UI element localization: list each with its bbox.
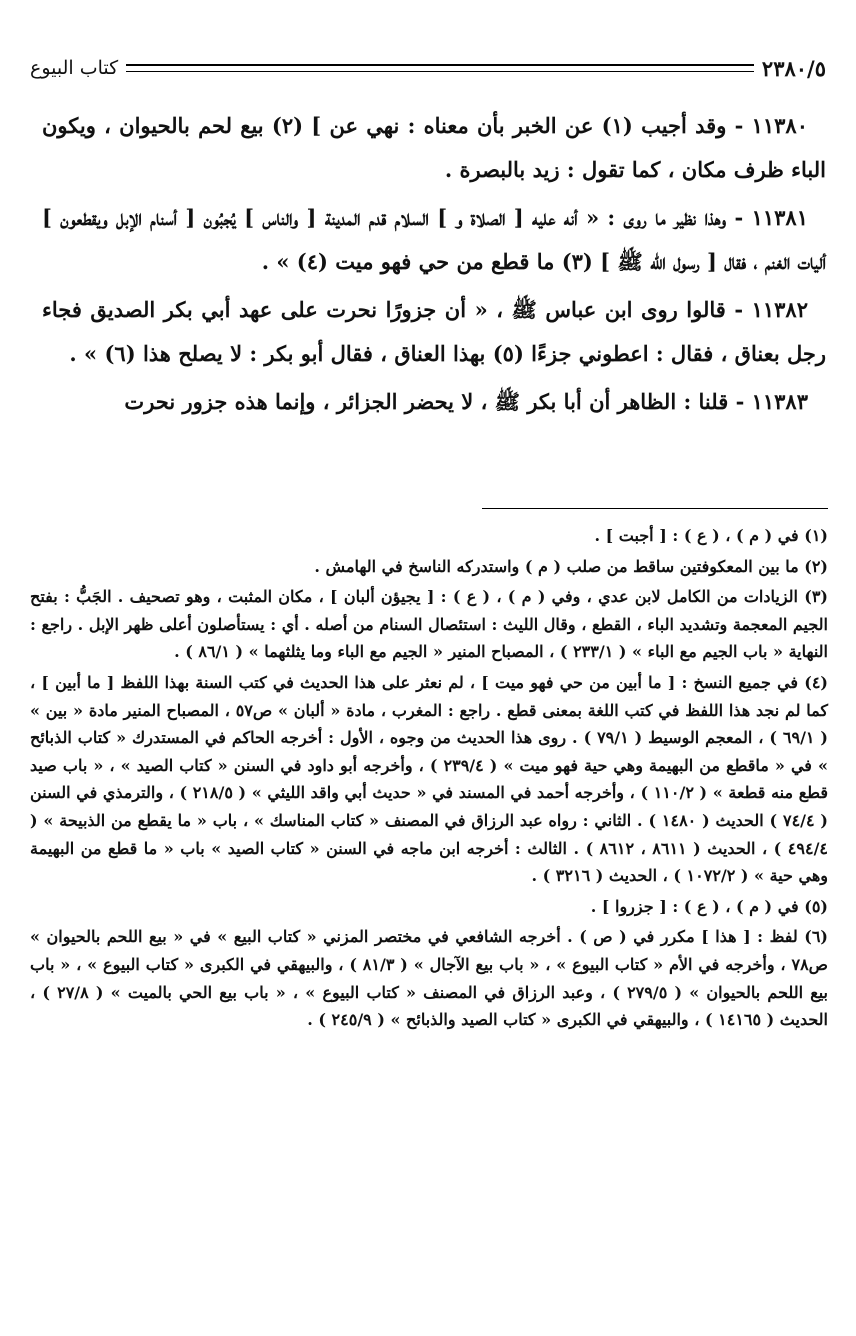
footnote-6: (٦) لفظ : [ هذا ] مكرر في ( ص ) . أخرجه الشافعي في مختصر المزني « كتاب البيع » في « بيع اللحم بالحيوان » ص٧٨ ، وأخرجه في الأم « كتاب البيوع » ، « باب بيع الآجال » ( ٨١/٣ ) ، والبيهقي في الكبرى « كتاب البيوع » ، « باب بيع اللحم بالحيوان » ( ٢٧٩/٥ ) ، وعبد الرزاق في المصنف « كتاب البيوع » ، « باب بيع الحي بالميت » ( ٢٧/٨ ) ، الحديث ( ١٤١٦٥ ) ، والبيهقي في الكبرى « كتاب الصيد والذبائح » ( ٢٤٥/٩ ) . <box>30 927 828 1030</box>
main-text <box>42 104 826 428</box>
footnote-1: (١) في ( م ) ، ( ع ) : [ أجبت ] . <box>594 526 828 545</box>
paragraph-11382: ١١٣٨٢ - قالوا روى ابن عباس ﷺ ، « أن جزورًا نحرت على عهد أبي بكر الصديق فجاء رجل بعناق ، فقال : اعطوني جزءًا (٥) بهذا العناق ، فقال أبو بكر : لا يصلح هذا (٦) » . <box>42 297 826 366</box>
paragraph-11381: ١١٣٨١ - وهذا نظير ما روى : « أنه عليه [ الصلاة و ] السلام قدم المدينة [ والناس ] يُجبُون [ أسنام الإبل ويقطعون ] أليات الغنم ، فقال [ رسول الله ﷺ ] (٣) ما قطع من حي فهو ميت (٤) » . <box>42 205 826 274</box>
paragraph-11380: ١١٣٨٠ - وقد أجيب (١) عن الخبر بأن معناه : نهي عن ] (٢) بيع لحم بالحيوان ، ويكون الباء ظرف مكان ، كما تقول : زيد بالبصرة . <box>42 113 826 182</box>
footnote-4: (٤) في جميع النسخ : [ ما أبين من حي فهو ميت ] ، لم نعثر على هذا الحديث في كتب السنة بهذا اللفظ [ ما أبين ] ، كما لم نجد هذا اللفظ في كتب اللغة بمعنى قطع . راجع : المغرب ، مادة « ألبان » ص٥٧ ، المصباح المنير مادة « بين » ( ٦٩/١ ) ، المعجم الوسيط ( ٧٩/١ ) . روى هذا الحديث من وجوه ، الأول : أخرجه الحاكم في المستدرك « كتاب الذبائح » في « ماقطع من البهيمة وهي حية فهو ميت » ( ٢٣٩/٤ ) ، وأخرجه أبو داود في السنن « كتاب الصيد » ، « باب صيد قطع منه قطعة » ( ١١٠/٢ ) ، وأخرجه أحمد في المسند في « حديث أبي واقد الليثي » ( ٢١٨/٥ ) ، والترمذي في السنن ( ٧٤/٤ ) الحديث ( ١٤٨٠ ) . الثاني : رواه عبد الرزاق في المصنف « كتاب المناسك » ، باب « ما يقطع من الذبيحة » ( ٤٩٤/٤ ) ، الحديث ( ٨٦١١ ، ٨٦١٢ ) . الثالث : أخرجه ابن ماجه في السنن « كتاب الصيد » باب « ما قطع من البهيمة وهي حية » ( ١٠٧٢/٢ ) ، الحديث ( ٣٢١٦ ) . <box>30 672 829 886</box>
footnote-5: (٥) في ( م ) ، ( ع ) : [ جزروا ] . <box>590 896 828 916</box>
page-number: ٢٣٨٠/٥ <box>761 55 826 81</box>
footnote-divider <box>482 508 828 509</box>
book-title: كتاب البيوع <box>30 57 119 79</box>
header-rule <box>126 64 754 72</box>
running-header <box>30 50 826 86</box>
footnotes <box>30 522 828 1037</box>
footnote-3: (٣) الزيادات من الكامل لابن عدي ، وفي ( م ) ، ( ع ) : [ يجيؤن ألبان ] ، مكان المثبت ، وهو تصحيف . الجَبُّ : بفتح الجيم المعجمة وتشديد الباء ، القطع ، وقال الليث : استئصال السنام من أصله . أي : يستأصلون أعلى ظهر الإبل . راجع : النهاية « باب الجيم مع الباء » ( ٢٣٣/١ ) ، المصباح المنير « الجيم مع الباء وما يثلثهما » ( ٨٦/١ ) . <box>30 587 829 662</box>
paragraph-11383: ١١٣٨٣ - قلنا : الظاهر أن أبا بكر ﷺ ، لا يحضر الجزائر ، وإنما هذه جزور نحرت <box>124 389 808 414</box>
footnote-2: (٢) ما بين المعكوفتين ساقط من صلب ( م ) واستدركه الناسخ في الهامش . <box>314 556 828 576</box>
